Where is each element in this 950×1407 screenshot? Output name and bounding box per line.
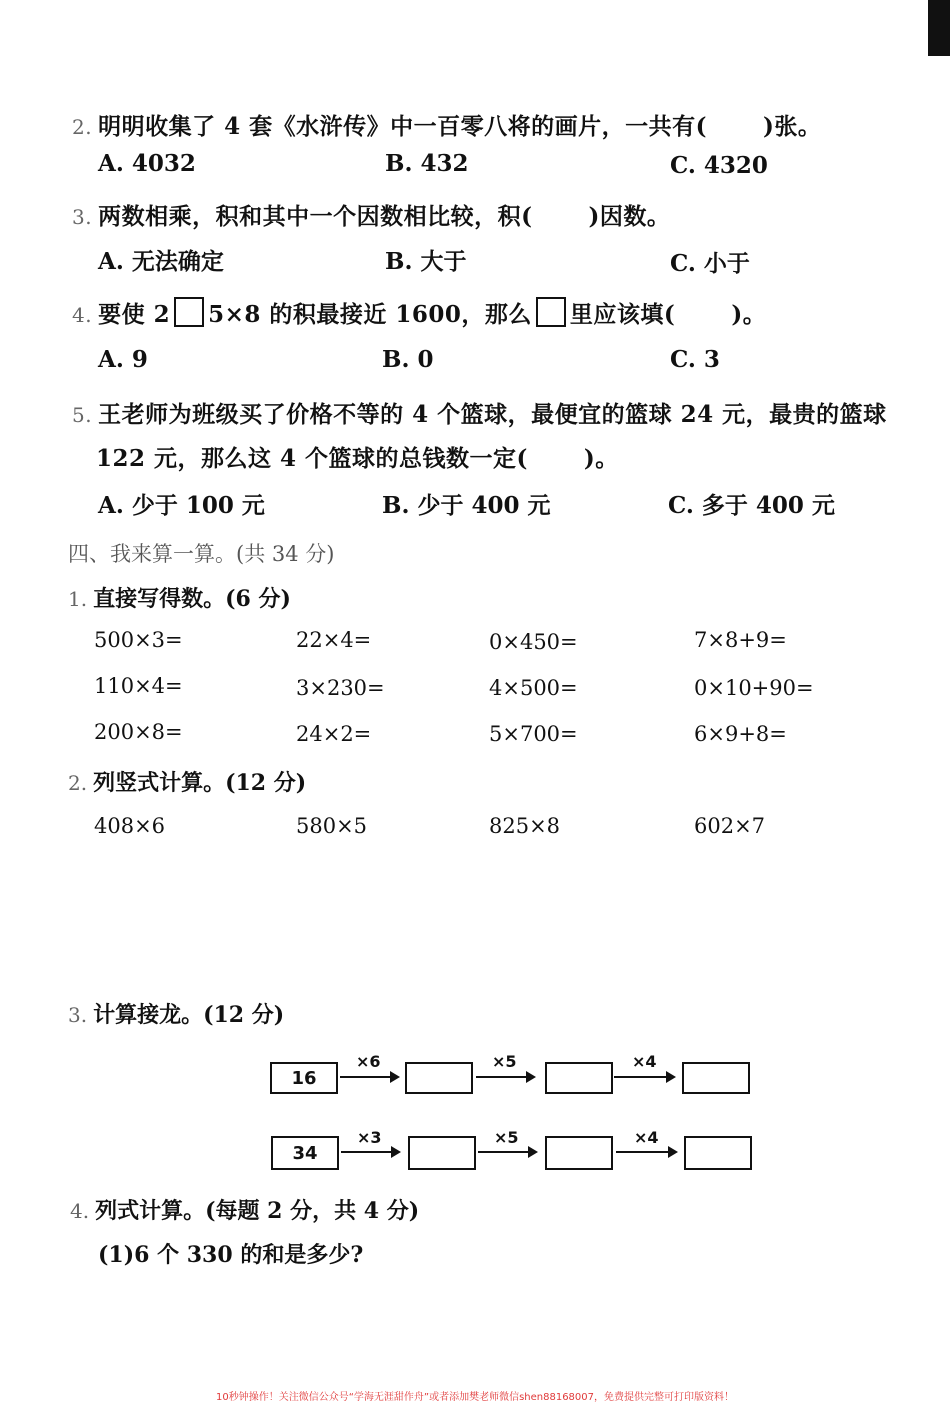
chain-op-label: ×6	[356, 1052, 381, 1071]
mental-calc[interactable]: 6×9+8=	[694, 722, 787, 746]
chain-1-start-box: 16	[270, 1062, 338, 1094]
chain-op-label: ×5	[494, 1128, 519, 1147]
digit-box-2[interactable]	[536, 297, 566, 327]
q5-option-a[interactable]: A. 少于 100 元	[98, 492, 265, 519]
chain-arrow	[616, 1151, 676, 1153]
mental-calc[interactable]: 7×8+9=	[694, 628, 787, 652]
chain-2-answer-box-2[interactable]	[545, 1136, 613, 1170]
footer-notice: 10秒钟操作！关注微信公众号“学海无涯甜作舟”或者添加樊老师微信shen88168007，免费提供完整可打印版资料！	[215, 1392, 735, 1403]
sub-question-1-title: 1. 直接写得数。(6 分)	[68, 586, 291, 612]
question-5-line-2: 122 元，那么这 4 个篮球的总钱数一定( )。	[96, 445, 619, 472]
chain-1-answer-box-3[interactable]	[682, 1062, 750, 1094]
sub-question-4-title: 4. 列式计算。(每题 2 分，共 4 分)	[70, 1198, 420, 1224]
question-3: 3. 两数相乘，积和其中一个因数相比较，积( )因数。	[72, 203, 671, 230]
chain-2-start-box: 34	[271, 1136, 339, 1170]
digit-box-1[interactable]	[174, 297, 204, 327]
chain-1-answer-box-1[interactable]	[405, 1062, 473, 1094]
mental-calc[interactable]: 0×450=	[489, 630, 578, 654]
question-4: 4. 要使 2 5×8 的积最接近 1600，那么 里应该填( )。	[72, 296, 766, 329]
q4-option-a[interactable]: A. 9	[98, 346, 148, 373]
chain-1-answer-box-2[interactable]	[545, 1062, 613, 1094]
q3-option-b[interactable]: B. 大于	[385, 248, 467, 275]
vertical-calc[interactable]: 580×5	[296, 814, 368, 838]
chain-arrow	[614, 1076, 674, 1078]
sub-question-4-1: (1)6 个 330 的和是多少?	[98, 1242, 364, 1268]
q2-option-b[interactable]: B. 432	[385, 150, 469, 177]
question-5-line-1: 5. 王老师为班级买了价格不等的 4 个篮球，最便宜的篮球 24 元，最贵的篮球	[72, 401, 887, 428]
mental-calc[interactable]: 4×500=	[489, 676, 578, 700]
chain-arrow	[340, 1076, 398, 1078]
mental-calc[interactable]: 110×4=	[94, 674, 183, 698]
chain-op-label: ×4	[634, 1128, 659, 1147]
sub-question-3-title: 3. 计算接龙。(12 分)	[68, 1002, 285, 1028]
mental-calc[interactable]: 0×10+90=	[694, 676, 814, 700]
q4-option-b[interactable]: B. 0	[382, 346, 434, 373]
q4-option-c[interactable]: C. 3	[670, 346, 720, 373]
chain-arrow	[341, 1151, 399, 1153]
vertical-calc[interactable]: 825×8	[489, 814, 561, 838]
q2-option-a[interactable]: A. 4032	[98, 150, 196, 177]
vertical-calc[interactable]: 602×7	[694, 814, 766, 838]
mental-calc[interactable]: 5×700=	[489, 722, 578, 746]
q5-option-b[interactable]: B. 少于 400 元	[382, 492, 551, 519]
q5-option-c[interactable]: C. 多于 400 元	[668, 492, 835, 519]
sub-question-2-title: 2. 列竖式计算。(12 分)	[68, 770, 307, 796]
mental-calc[interactable]: 22×4=	[296, 628, 372, 652]
scan-edge-mark	[928, 0, 950, 56]
chain-arrow	[476, 1076, 534, 1078]
mental-calc[interactable]: 500×3=	[94, 628, 183, 652]
chain-op-label: ×5	[492, 1052, 517, 1071]
mental-calc[interactable]: 3×230=	[296, 676, 385, 700]
q3-option-a[interactable]: A. 无法确定	[98, 248, 224, 275]
question-2: 2. 明明收集了 4 套《水浒传》中一百零八将的画片，一共有( )张。	[72, 113, 822, 140]
chain-2-answer-box-3[interactable]	[684, 1136, 752, 1170]
chain-arrow	[478, 1151, 536, 1153]
chain-2-answer-box-1[interactable]	[408, 1136, 476, 1170]
section-4-title: 四、我来算一算。(共 34 分)	[68, 542, 335, 566]
q2-option-c[interactable]: C. 4320	[670, 152, 768, 179]
chain-op-label: ×3	[357, 1128, 382, 1147]
q3-option-c[interactable]: C. 小于	[670, 250, 750, 277]
mental-calc[interactable]: 200×8=	[94, 720, 183, 744]
chain-op-label: ×4	[632, 1052, 657, 1071]
vertical-calc[interactable]: 408×6	[94, 814, 166, 838]
mental-calc[interactable]: 24×2=	[296, 722, 372, 746]
